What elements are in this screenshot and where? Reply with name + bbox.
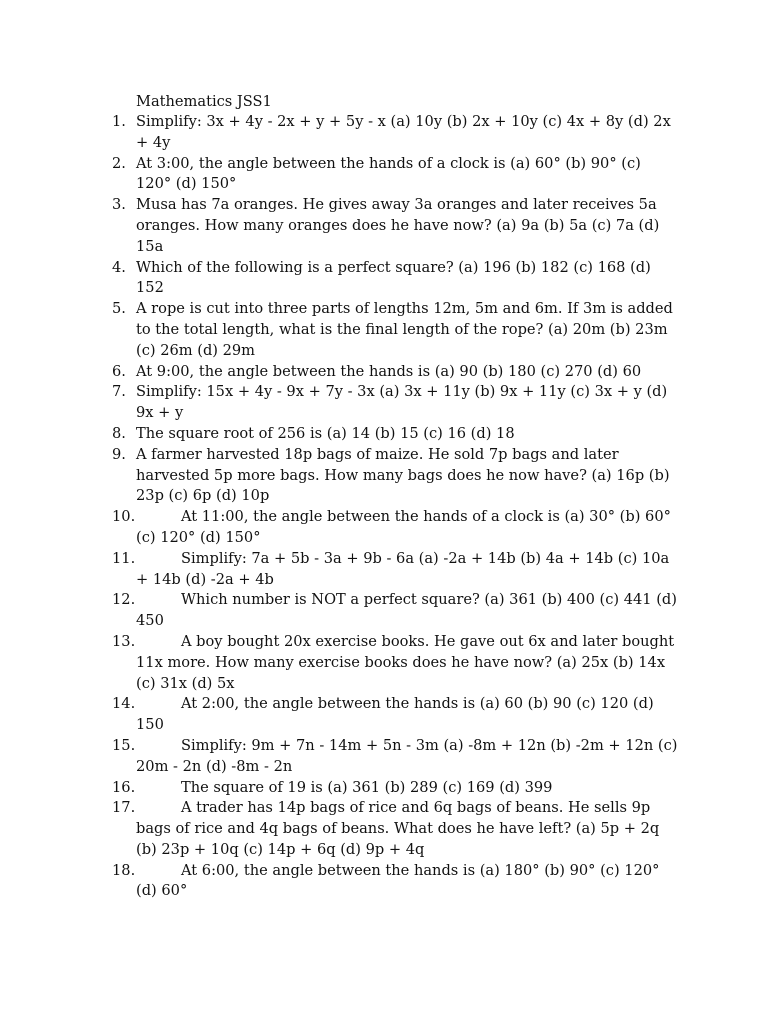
question-item: [0, 694, 680, 736]
question-item: [0, 258, 680, 300]
question-number: 7.: [112, 383, 126, 401]
question-number: 2.: [112, 154, 126, 172]
question-item: [0, 632, 680, 694]
question-number: 9.: [112, 445, 126, 463]
question-text: A boy bought 20x exercise books. He gave out 6x and later bought 11x more. How many exercise books does he have now? (a) 25x (b) 14x (c) 31x (d) 5x: [136, 632, 675, 692]
question-number: 11.: [112, 549, 136, 567]
question-item: [0, 195, 680, 257]
question-text: A trader has 14p bags of rice and 6q bags of beans. He sells 9p bags of rice and 4q bags of beans. What does he have left? (a) 5p + 2q (b) 23p + 10q (c) 14p + 6q (d) 9p + 4q: [136, 799, 660, 858]
question-text: Simplify: 15x + 4y - 9x + 7y - 3x (a) 3x + 11y (b) 9x + 11y (c) 3x + y (d) 9x + y: [136, 383, 668, 422]
question-item: [0, 154, 680, 196]
question-item: [0, 798, 680, 860]
question-number: 13.: [112, 632, 136, 650]
question-number: 16.: [112, 778, 136, 796]
question-item: [0, 382, 680, 424]
question-text: Which of the following is a perfect square? (a) 196 (b) 182 (c) 168 (d) 152: [136, 258, 651, 297]
question-item: [0, 507, 680, 549]
question-item: [0, 590, 680, 632]
question-number: 14.: [112, 695, 136, 713]
question-text: The square of 19 is (a) 361 (b) 289 (c) 169 (d) 399: [181, 778, 553, 796]
question-text: Simplify: 9m + 7n - 14m + 5n - 3m (a) -8m + 12n (b) -2m + 12n (c) 20m - 2n (d) -8m - 2n: [136, 736, 678, 775]
question-number: 17.: [112, 799, 136, 817]
question-text: Simplify: 3x + 4y - 2x + y + 5y - x (a) 10y (b) 2x + 10y (c) 4x + 8y (d) 2x + 4y: [136, 113, 671, 151]
question-text: A rope is cut into three parts of lengths 12m, 5m and 6m. If 3m is added to the total length, what is the final length of the rope? (a) 20m (b) 23m (c) 26m (d) 29m: [136, 300, 673, 359]
question-item: [0, 861, 680, 903]
question-number: 6.: [112, 362, 126, 380]
question-item: [0, 549, 680, 591]
document-title: Mathematics JSS1: [136, 93, 272, 110]
question-item: [0, 299, 680, 361]
question-number: 1.: [112, 113, 126, 130]
question-text: Which number is NOT a perfect square? (a) 361 (b) 400 (c) 441 (d) 450: [136, 591, 677, 630]
question-text: At 2:00, the angle between the hands is (a) 60 (b) 90 (c) 120 (d) 150: [136, 695, 654, 734]
question-number: 18.: [112, 861, 136, 879]
question-number: 12.: [112, 591, 136, 609]
question-number: 8.: [112, 424, 126, 442]
question-text: Musa has 7a oranges. He gives away 3a oranges and later receives 5a oranges. How many oranges does he have now? (a) 9a (b) 5a (c) 7a (d) 15a: [136, 196, 660, 255]
question-number: 15.: [112, 736, 136, 754]
question-text: The square root of 256 is (a) 14 (b) 15 (c) 16 (d) 18: [136, 424, 515, 442]
question-number: 4.: [112, 258, 126, 276]
question-list: [0, 112, 768, 902]
question-number: 3.: [112, 196, 126, 214]
question-item: [0, 362, 680, 383]
question-item: [0, 445, 680, 507]
question-item: [0, 778, 680, 799]
question-text: At 6:00, the angle between the hands is (a) 180° (b) 90° (c) 120° (d) 60°: [136, 861, 660, 900]
question-number: 5.: [112, 300, 126, 318]
question-item: [0, 736, 680, 778]
question-text: At 11:00, the angle between the hands of a clock is (a) 30° (b) 60° (c) 120° (d) 150°: [136, 508, 671, 546]
question-text: A farmer harvested 18p bags of maize. He sold 7p bags and later harvested 5p more bags. How many bags does he now have? (a) 16p (b) 23p (c) 6p (d) 10p: [136, 445, 670, 505]
question-item: [0, 112, 680, 154]
question-text: At 3:00, the angle between the hands of a clock is (a) 60° (b) 90° (c) 120° (d) 150°: [136, 154, 641, 193]
question-number: 10.: [112, 508, 136, 526]
question-item: [0, 424, 680, 445]
question-text: At 9:00, the angle between the hands is (a) 90 (b) 180 (c) 270 (d) 60: [136, 362, 642, 380]
question-text: Simplify: 7a + 5b - 3a + 9b - 6a (a) -2a + 14b (b) 4a + 14b (c) 10a + 14b (d) -2a + 4b: [136, 549, 670, 588]
